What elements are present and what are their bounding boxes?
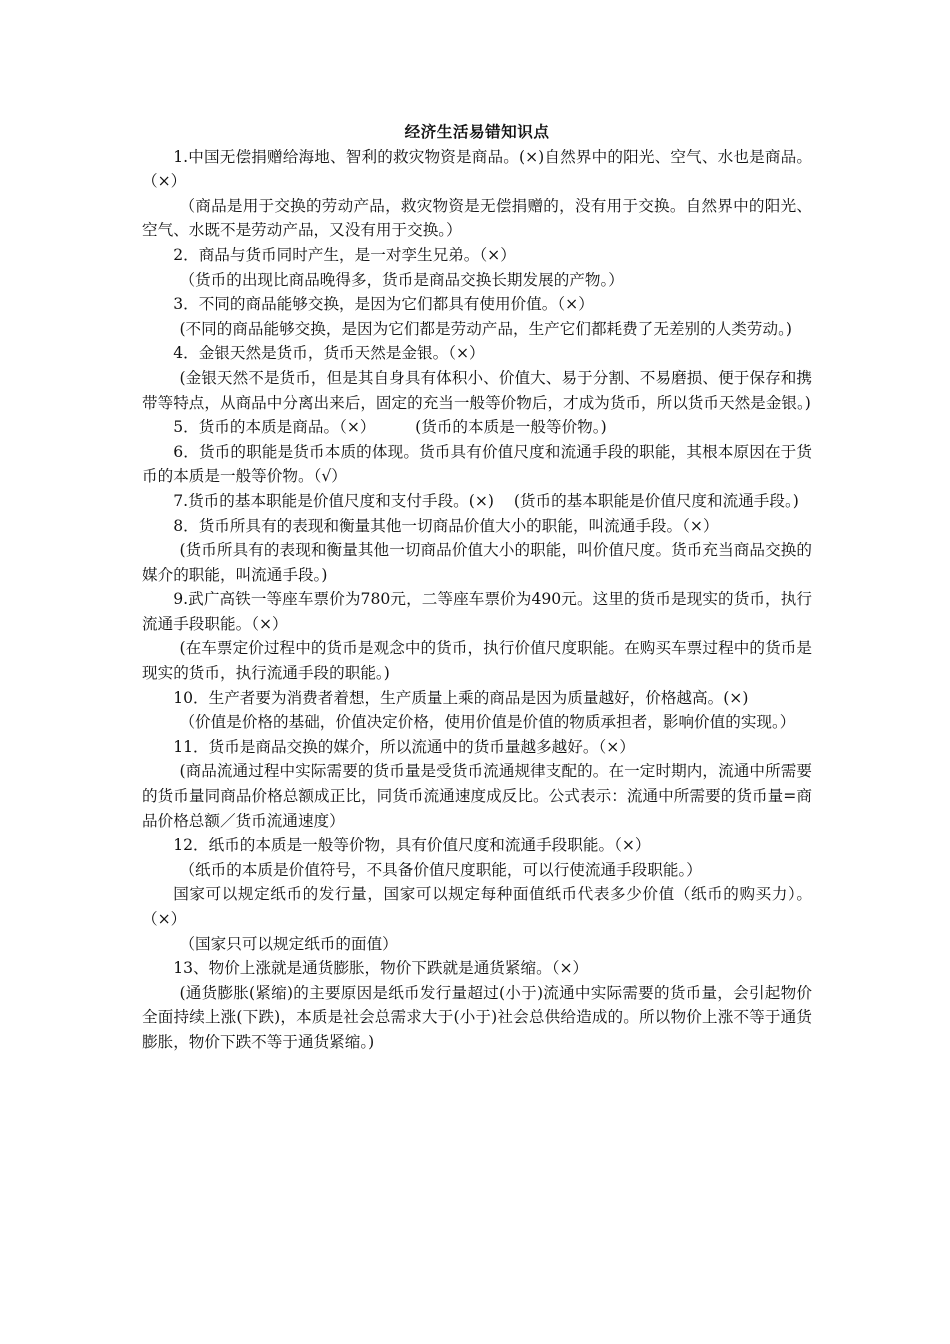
paragraph: 7.货币的基本职能是价值尺度和支付手段。(×) (货币的基本职能是价值尺度和流通手段。) [173,491,799,510]
paragraph: 12．纸币的本质是一般等价物，具有价值尺度和流通手段职能。（×） [173,836,651,855]
paragraph-note: （国家只可以规定纸币的面值） [179,934,398,953]
document-page [142,120,812,1055]
paragraph-list [142,145,812,1055]
paragraph: 3．不同的商品能够交换，是因为它们都具有使用价值。（×） [173,295,594,314]
document-title: 经济生活易错知识点 [404,122,550,141]
paragraph-note: （货币的出现比商品晚得多，货币是商品交换长期发展的产物。） [179,270,624,289]
paragraph-note: （价值是价格的基础，价值决定价格，使用价值是价值的物质承担者，影响价值的实现。） [179,713,796,732]
paragraph-note: (商品流通过程中实际需要的货币量是受货币流通规律支配的。在一定时期内，流通中所需要的货币量同商品价格总额成正比，同货币流通速度成反比。公式表示：流通中所需要的货币量=商品价格总额／货币流通速度） [142,762,812,830]
paragraph: 4．金银天然是货币，货币天然是金银。（×） [173,344,485,363]
paragraph-note: (在车票定价过程中的货币是观念中的货币，执行价值尺度职能。在购买车票过程中的货币是现实的货币，执行流通手段的职能。) [142,639,812,683]
paragraph-note: (通货膨胀(紧缩)的主要原因是纸币发行量超过(小于)流通中实际需要的货币量，会引起物价全面持续上涨(下跌)，本质是社会总需求大于(小于)社会总供给造成的。所以物价上涨不等于通货膨胀，物价下跌不等于通货紧缩。) [142,983,812,1051]
paragraph: 11．货币是商品交换的媒介，所以流通中的货币量越多越好。（×） [173,737,635,756]
paragraph: 9.武广高铁一等座车票价为780元，二等座车票价为490元。这里的货币是现实的货币，执行流通手段职能。（×） [142,590,812,633]
paragraph-note: (不同的商品能够交换，是因为它们都是劳动产品，生产它们都耗费了无差别的人类劳动。) [179,319,792,338]
paragraph: 国家可以规定纸币的发行量，国家可以规定每种面值纸币代表多少价值（纸币的购买力）。（×） [142,885,812,928]
paragraph: 8．货币所具有的表现和衡量其他一切商品价值大小的职能，叫流通手段。（×） [173,516,719,535]
paragraph-note: （商品是用于交换的劳动产品，救灾物资是无偿捐赠的，没有用于交换。自然界中的阳光、空气、水既不是劳动产品，又没有用于交换。） [142,196,812,240]
paragraph: 6．货币的职能是货币本质的体现。货币具有价值尺度和流通手段的职能，其根本原因在于货币的本质是一般等价物。（√） [142,442,812,486]
paragraph: 10．生产者要为消费者着想，生产质量上乘的商品是因为质量越好，价格越高。(×) [173,688,749,707]
paragraph: 13、物价上涨就是通货膨胀，物价下跌就是通货紧缩。（×） [173,959,589,978]
paragraph-note: （纸币的本质是价值符号，不具备价值尺度职能，可以行使流通手段职能。） [179,860,702,879]
paragraph: 2．商品与货币同时产生，是一对孪生兄弟。（×） [173,245,516,264]
paragraph: 1.中国无偿捐赠给海地、智利的救灾物资是商品。(×)自然界中的阳光、空气、水也是商品。（×） [142,147,812,191]
paragraph: 5．货币的本质是商品。（×） (货币的本质是一般等价物。) [173,418,607,437]
paragraph-note: (金银天然不是货币，但是其自身具有体积小、价值大、易于分割、不易磨损、便于保存和携带等特点，从商品中分离出来后，固定的充当一般等价物后，才成为货币，所以货币天然是金银。) [142,368,812,412]
paragraph-note: (货币所具有的表现和衡量其他一切商品价值大小的职能，叫价值尺度。货币充当商品交换的媒介的职能，叫流通手段。) [142,541,812,584]
